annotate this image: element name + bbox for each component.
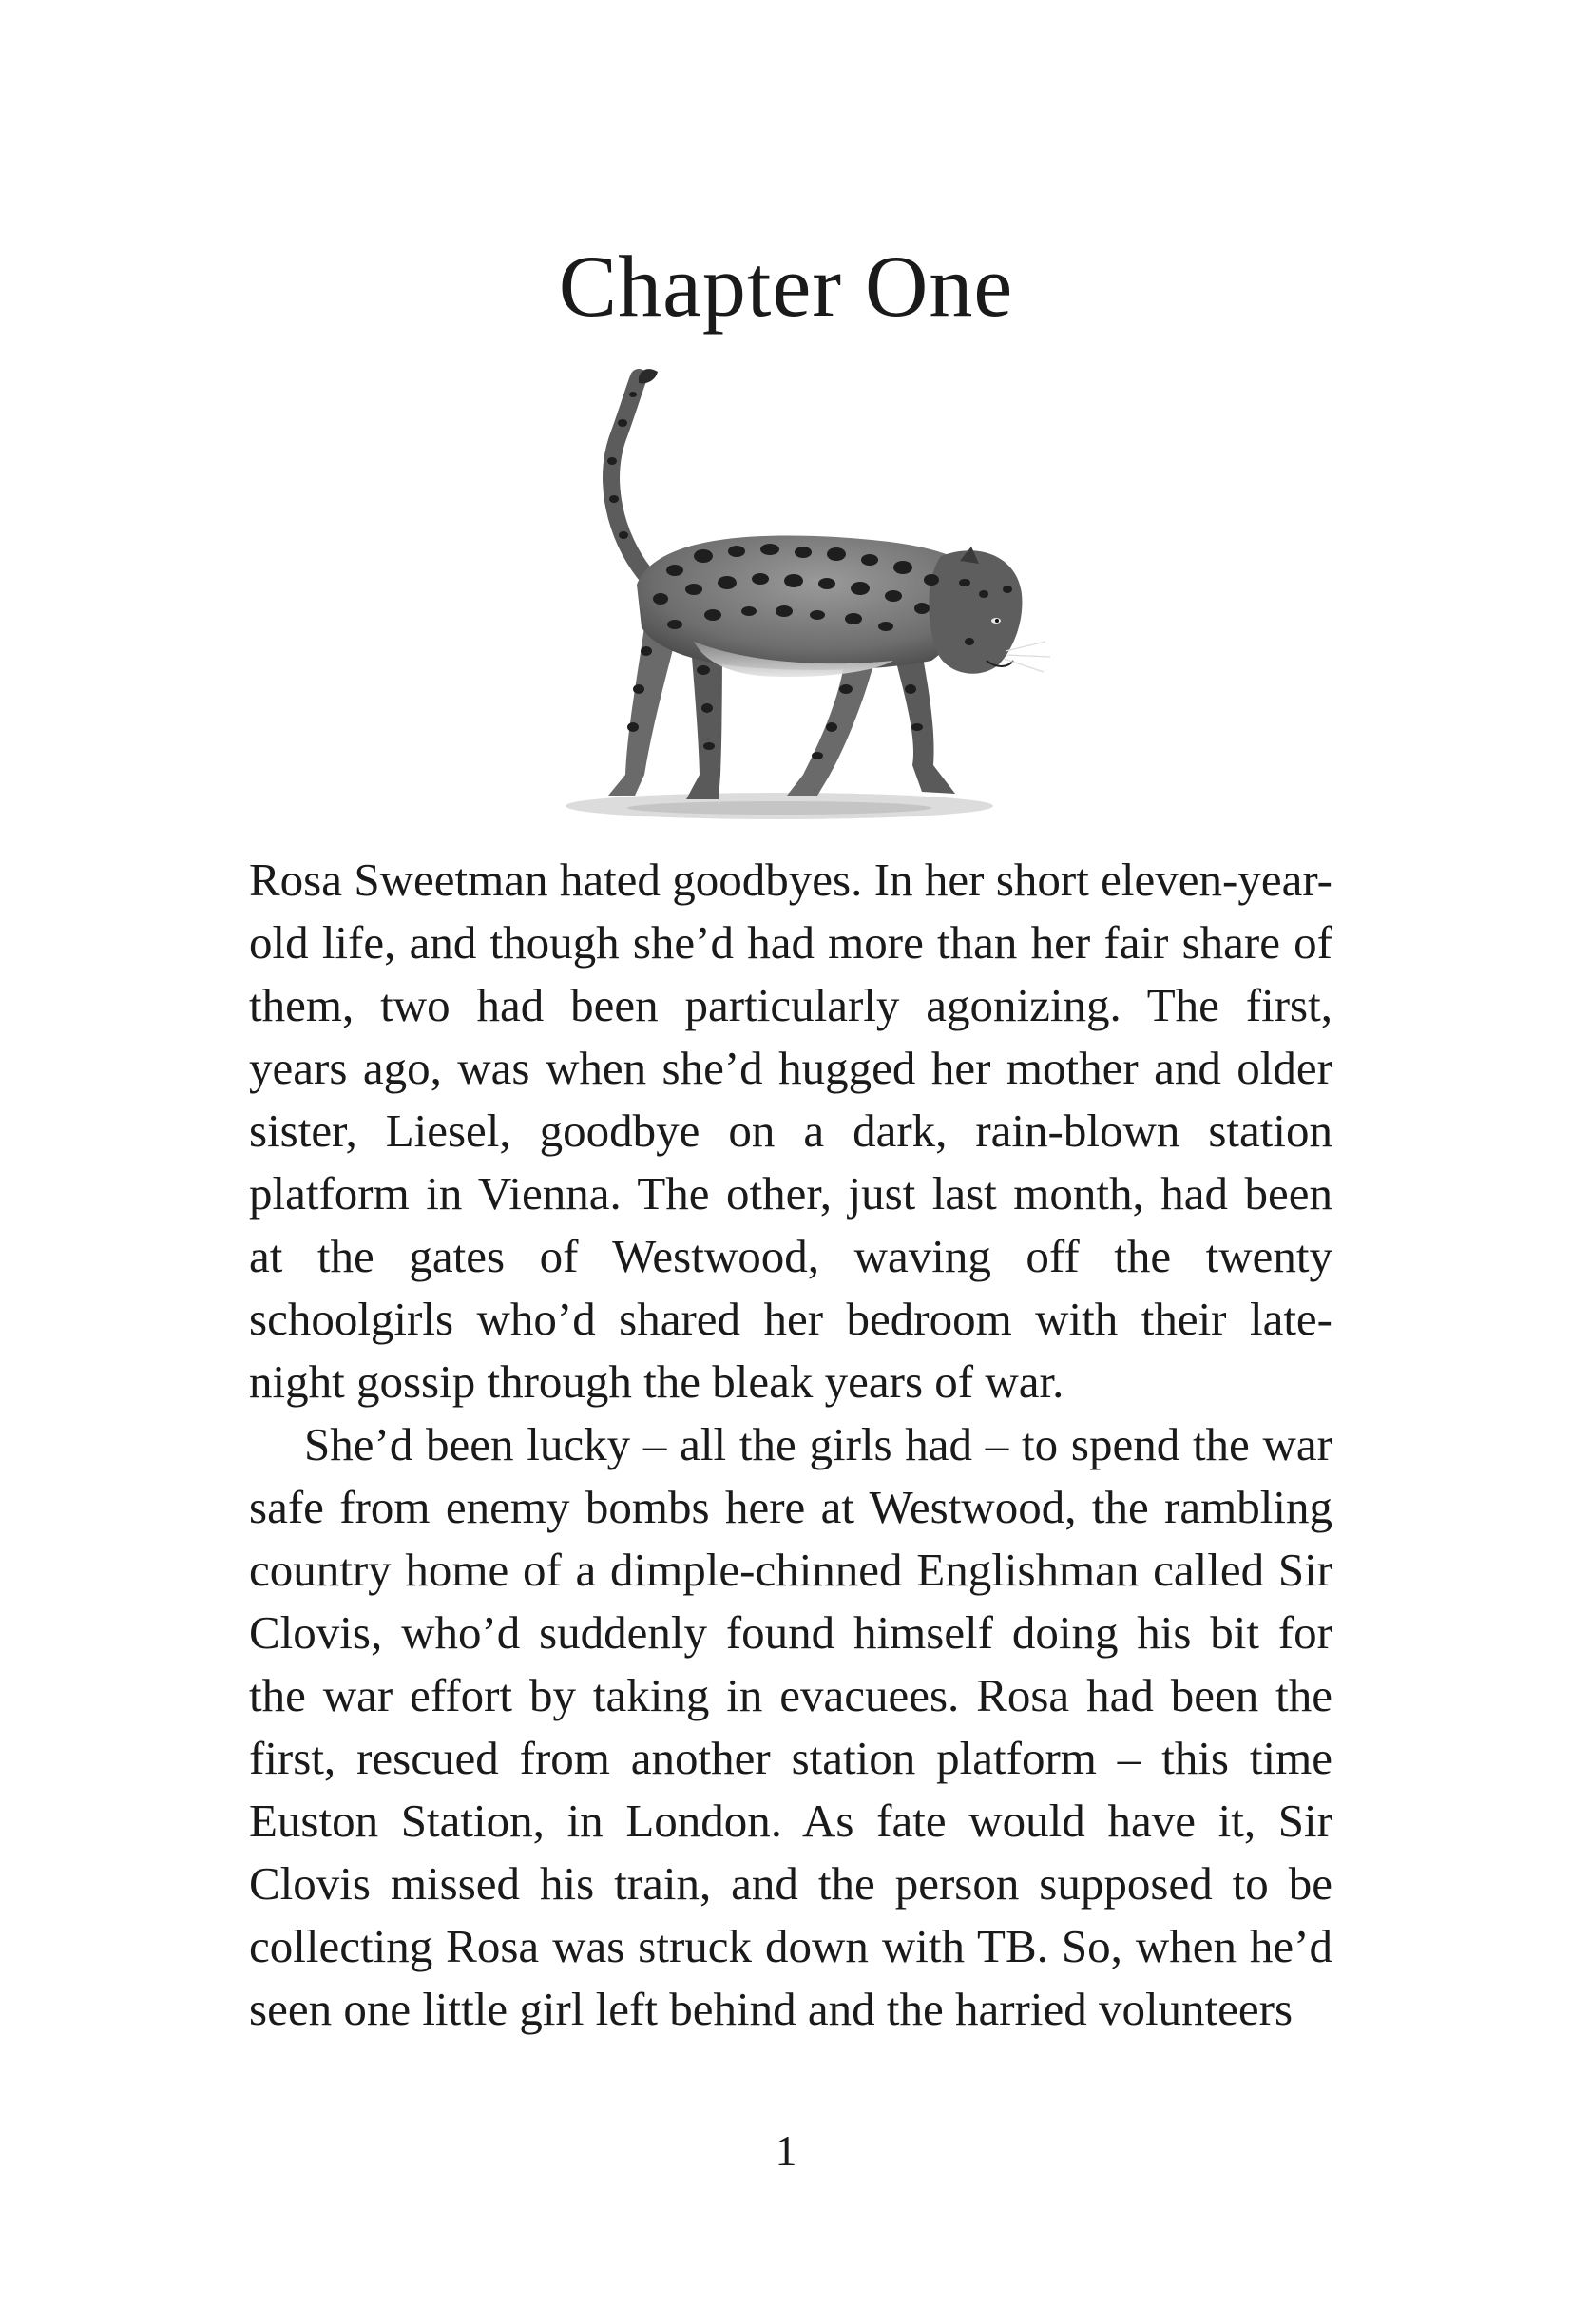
chapter-text	[249, 849, 1332, 2041]
page-number: 1	[775, 2126, 797, 2175]
tail	[611, 377, 644, 573]
leopard-illustration	[532, 366, 1064, 832]
chapter-title: Chapter One	[558, 238, 1014, 335]
front-leg-right	[893, 651, 955, 794]
paragraph: Rosa Sweetman hated goodbyes. In her short eleven-year-old life, and though she’d had more than her fair share of them, two had been particularly agonizing. The first, years ago, was when she’d hugged her mother and older sister, Liesel, goodbye on a dark, rain-blown station platform in Vienna. The other, just last month, had been at the gates of Westwood, waving off the twenty schoolgirls who’d shared her bedroom with their late-night gossip through the bleak years of war.	[249, 854, 1332, 1408]
paragraph: She’d been lucky – all the girls had – to spend the war safe from enemy bombs here at Westwood, the rambling country home of a dimple-chinned Englishman called Sir Clovis, who’d suddenly found himself doing his bit for the war effort by taking in evacuees. Rosa had been the first, rescued from another station platform – this time Euston Station, in London. As fate would have it, Sir Clovis missed his train, and the person supposed to be collecting Rosa was struck down with TB. So, when he’d seen one little girl left behind and the harried volunteers	[249, 1418, 1332, 2035]
